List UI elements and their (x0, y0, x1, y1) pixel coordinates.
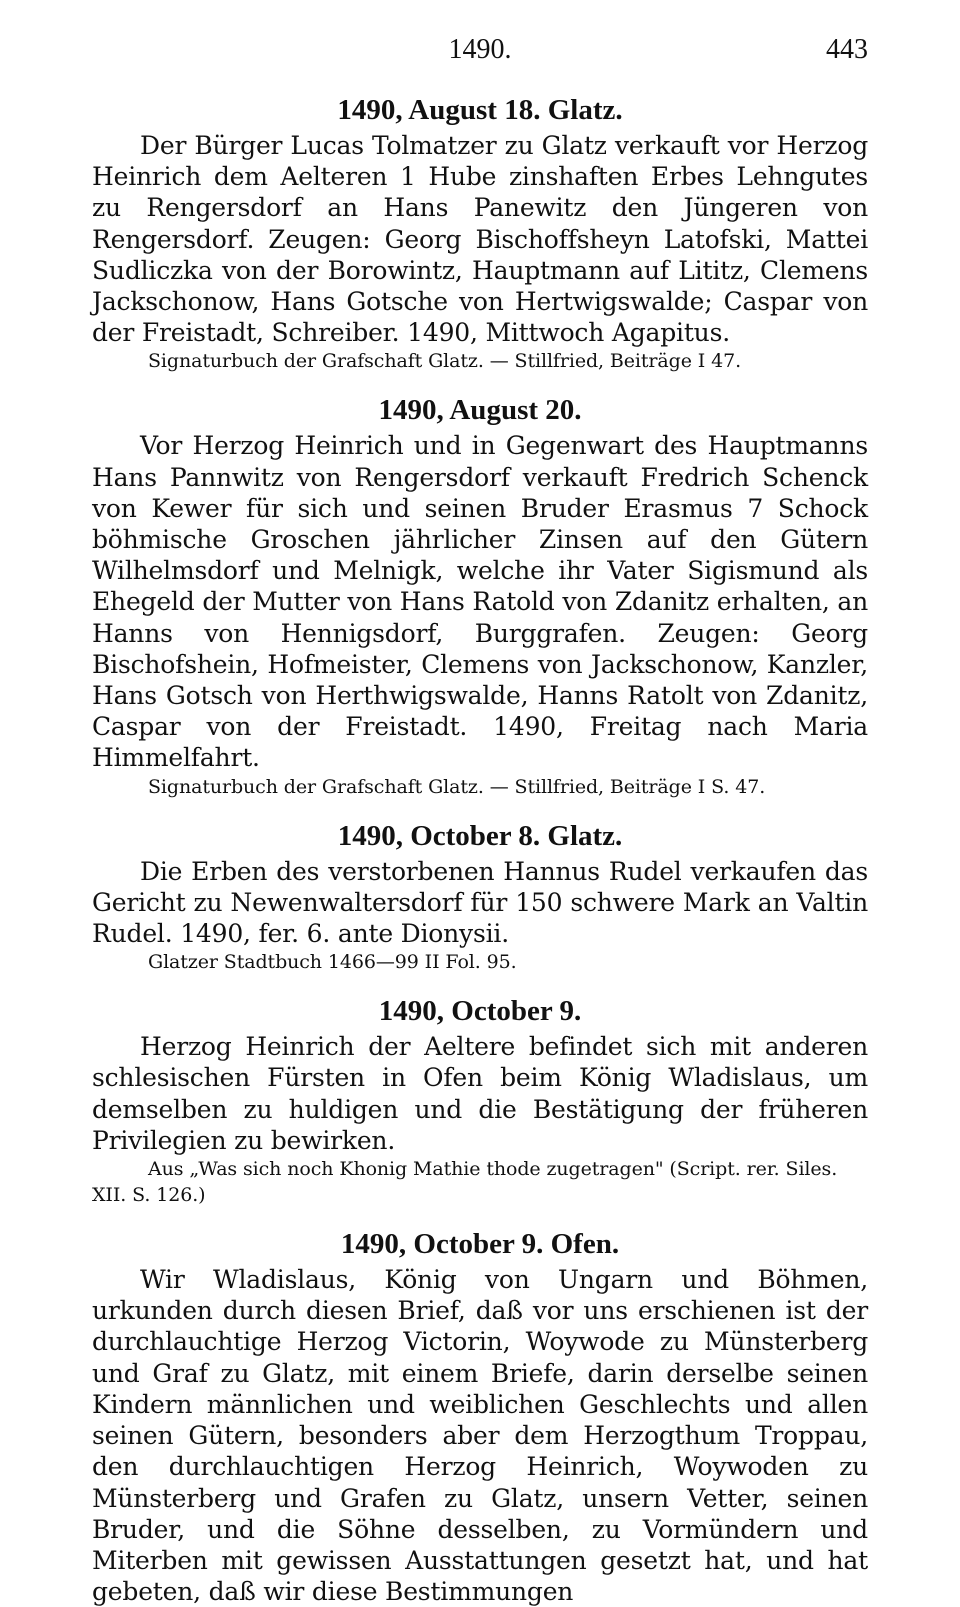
entry-1490-august-18 (92, 90, 868, 374)
entry-source: Glatzer Stadtbuch 1466—99 II Fol. 95. (148, 951, 517, 974)
entry-heading: 1490, October 8. Glatz. (337, 819, 623, 852)
entry-source: Signaturbuch der Grafschaft Glatz. — Stillfried, Beiträge I 47. (148, 350, 742, 373)
entry-text: Die Erben des verstorbenen Hannus Rudel verkaufen das Gericht zu Newenwaltersdorf für 150 schwere Mark an Valtin Rudel. 1490, fer. 6. ante Dionysii. (92, 856, 868, 949)
entry-1490-october-9-ofen (92, 1224, 868, 1607)
entry-heading: 1490, August 18. Glatz. (337, 94, 623, 126)
entry-1490-october-8 (92, 816, 868, 976)
entry-text: Wir Wladislaus, König von Ungarn und Böhmen, urkunden durch diesen Brief, daß vor uns erschienen ist der durchlauchtige Herzog Victorin, Woywode zu Münsterberg und Graf zu Glatz, mit einem Briefe, darin derselbe seinen Kindern männlichen und weiblichen Geschlechts und allen seinen Gütern, besonders aber dem Herzogthum Troppau, den durchlauchtigen Herzog Heinrich, Woywoden zu Münsterberg und Grafen zu Glatz, unsern Vetter, seinen Bruder, und die Söhne desselben, zu Vormündern und Miterben mit gewissen Ausstattungen gesetzt hat, und hat gebeten, daß wir diese Bestimmungen (92, 1265, 868, 1607)
entry-source: Signaturbuch der Grafschaft Glatz. — Stillfried, Beiträge I S. 47. (148, 775, 766, 798)
entry-text: Vor Herzog Heinrich und in Gegenwart des Hauptmanns Hans Pannwitz von Rengersdorf verkauft Fredrich Schenck von Kewer für sich und seinen Bruder Erasmus 7 Schock böhmische Groschen jährlicher Zinsen auf den Gütern Wilhelmsdorf und Melnigk, welche ihr Vater Sigismund als Ehegeld der Mutter von Hans Ratold von Zdanitz erhalten, an Hanns von Hennigsdorf, Burggrafen. Zeugen: Georg Bischofshein, Hofmeister, Clemens von Jackschonow, Kanzler, Hans Gotsch von Herthwigswalde, Hanns Ratolt von Zdanitz, Caspar von der Freistadt. 1490, Freitag nach Maria Himmelfahrt. (92, 431, 868, 773)
entry-heading: 1490, October 9. Ofen. (340, 1228, 620, 1261)
entry-text: Der Bürger Lucas Tolmatzer zu Glatz verkauft vor Herzog Heinrich dem Aelteren 1 Hube zinshaften Erbes Lehngutes zu Rengersdorf an Hans Panewitz den Jüngeren von Rengersdorf. Zeugen: Georg Bischoffsheyn Latofski, Mattei Sudliczka von der Borowintz, Hauptmann auf Lititz, Clemens Jackschonow, Hans Gotsche von Hertwigswalde; Caspar von der Freistadt, Schreiber. 1490, Mittwoch Agapitus. (92, 131, 868, 348)
entry-1490-october-9 (92, 991, 868, 1208)
entry-heading: 1490, August 20. (378, 394, 582, 427)
entry-1490-august-20 (92, 390, 868, 799)
page-number: 443 (826, 34, 868, 65)
running-head: 1490. (448, 34, 512, 65)
page-content (92, 90, 868, 1607)
entry-text: Herzog Heinrich der Aeltere befindet sich mit anderen schlesischen Fürsten in Ofen beim König Wladislaus, um demselben zu huldigen und die Bestätigung der früheren Privilegien zu bewirken. (92, 1032, 868, 1155)
entry-heading: 1490, October 9. (378, 995, 582, 1028)
page-header (92, 34, 868, 70)
entry-source: Aus „Was sich noch Khonig Mathie thode zugetragen" (Script. rer. Siles. XII. S. 126.) (92, 1158, 838, 1207)
